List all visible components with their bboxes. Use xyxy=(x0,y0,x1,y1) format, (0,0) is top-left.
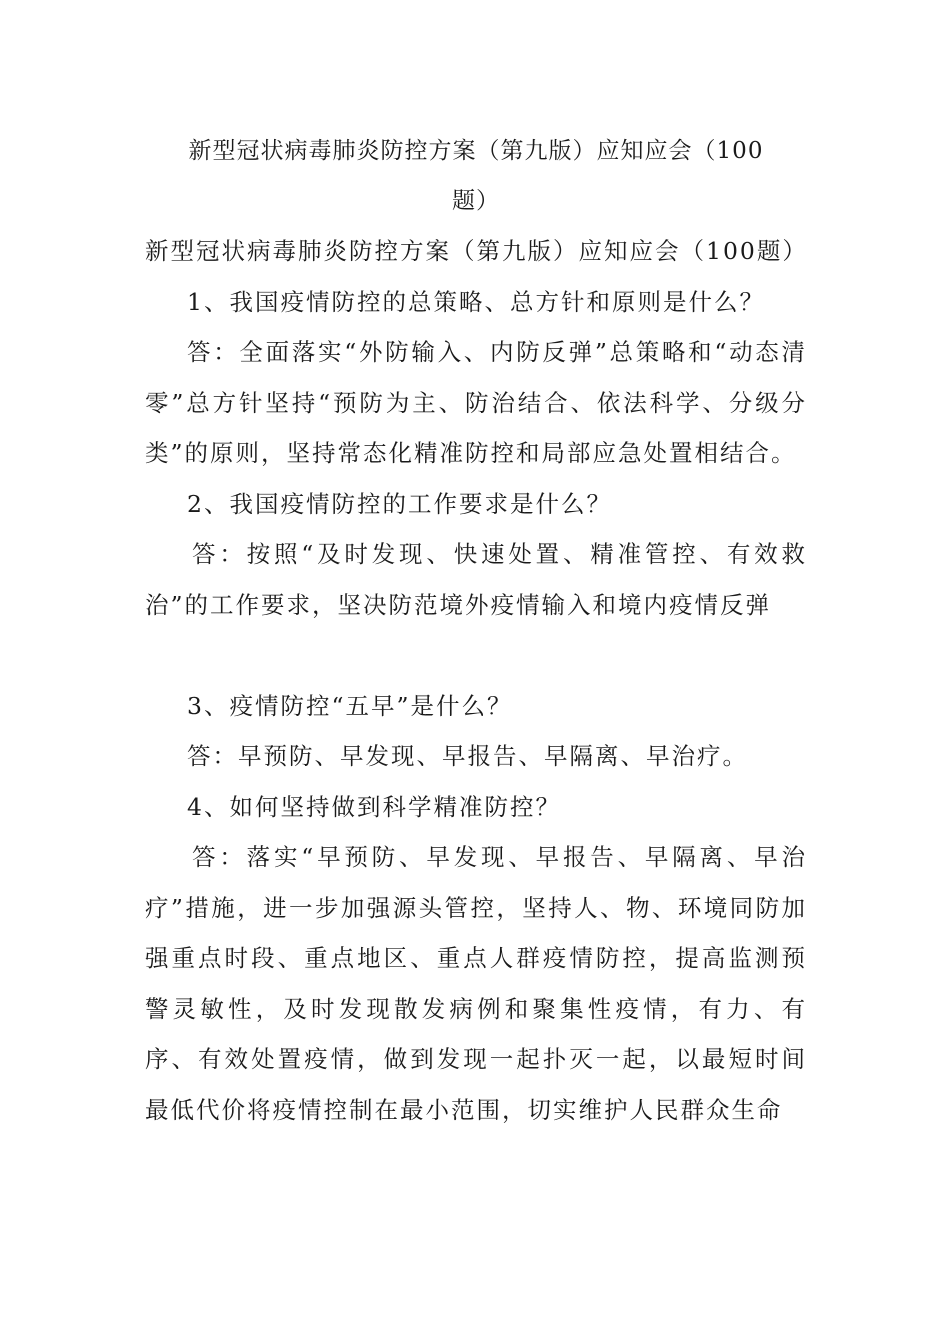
document-title xyxy=(150,126,802,226)
title-line-1: 新型冠状病毒肺炎防控方案（第九版）应知应会（100 xyxy=(188,138,764,164)
paragraph-gap xyxy=(145,630,807,681)
title-line-2: 题） xyxy=(452,188,500,214)
question-3: 3、疫情防控“五早”是什么？ xyxy=(187,691,513,720)
document-body xyxy=(145,226,807,1135)
answer-1: 答：全面落实“外防输入、内防反弹”总策略和“动态清零”总方针坚持“预防为主、防治结合、依法科学、分级分类”的原则，坚持常态化精准防控和局部应急处置相结合。 xyxy=(145,338,807,467)
question-1: 1、我国疫情防控的总策略、总方针和原则是什么？ xyxy=(187,287,765,316)
answer-3: 答：早预防、早发现、早报告、早隔离、早治疗。 xyxy=(187,742,748,770)
question-2: 2、我国疫情防控的工作要求是什么？ xyxy=(187,489,612,518)
document-subtitle: 新型冠状病毒肺炎防控方案（第九版）应知应会（100题） xyxy=(145,237,808,265)
answer-4: 答：落实“早预防、早发现、早报告、早隔离、早治疗”措施，进一步加强源头管控，坚持人、物、环境同防加强重点时段、重点地区、重点人群疫情防控，提高监测预警灵敏性，及时发现散发病例和聚集性疫情，有力、有序、有效处置疫情，做到发现一起扑灭一起，以最短时间最低代价将疫情控制在最小范围，切实维护人民群众生命 xyxy=(145,843,807,1124)
answer-2: 答：按照“及时发现、快速处置、精准管控、有效救治”的工作要求，坚决防范境外疫情输入和境内疫情反弹 xyxy=(145,540,807,619)
question-4: 4、如何坚持做到科学精准防控？ xyxy=(187,792,561,821)
